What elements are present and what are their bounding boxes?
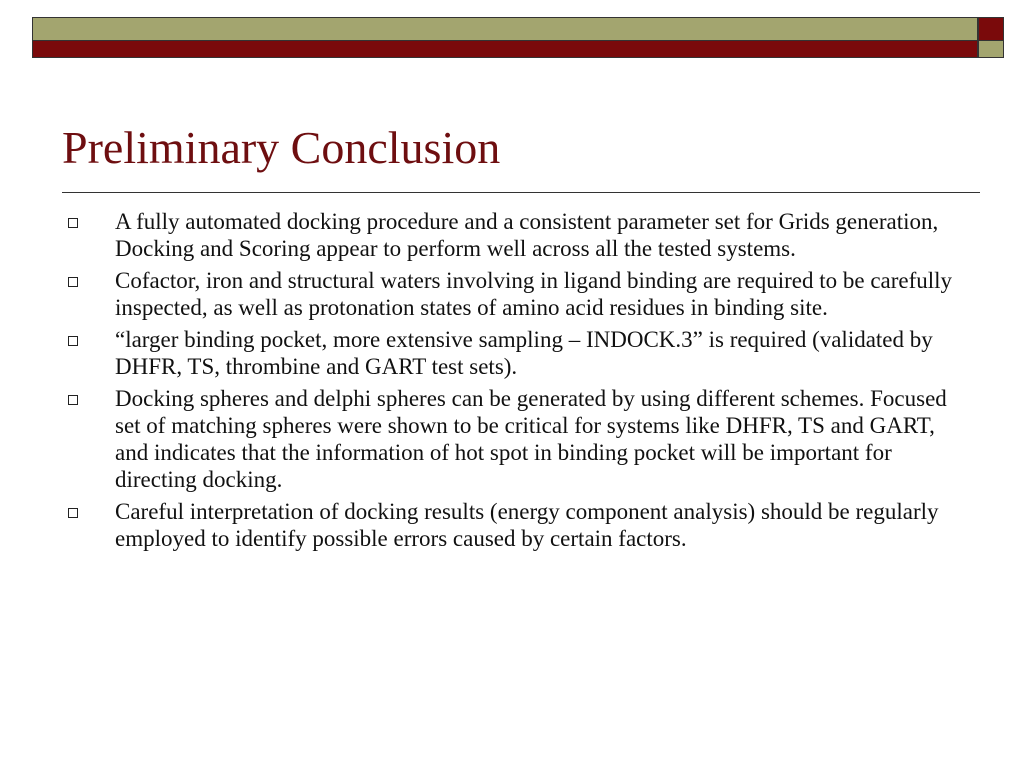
- square-bullet-icon: [68, 336, 78, 346]
- square-bullet-icon: [68, 277, 78, 287]
- bullet-item: [64, 326, 954, 380]
- bullet-text: Careful interpretation of docking results (energy component analysis) should be regularly employed to identify possible errors caused by certain factors.: [115, 499, 939, 551]
- bullet-item: [64, 385, 954, 493]
- header-square-maroon: [978, 17, 1004, 41]
- bullet-text: A fully automated docking procedure and a consistent parameter set for Grids generation, Docking and Scoring appear to perform well across all the tested systems.: [115, 209, 939, 261]
- header-square-olive: [978, 40, 1004, 58]
- square-bullet-icon: [68, 395, 78, 405]
- bullet-list: [64, 208, 954, 557]
- bullet-item: [64, 498, 954, 552]
- bullet-item: [64, 267, 954, 321]
- bullet-text: “larger binding pocket, more extensive sampling – INDOCK.3” is required (validated by DHFR, TS, thrombine and GART test sets).: [115, 327, 933, 379]
- square-bullet-icon: [68, 508, 78, 518]
- header-bar-maroon: [32, 40, 978, 58]
- bullet-item: [64, 208, 954, 262]
- slide-title: Preliminary Conclusion: [62, 122, 501, 173]
- square-bullet-icon: [68, 218, 78, 228]
- header-bar-olive: [32, 17, 978, 41]
- bullet-text: Cofactor, iron and structural waters involving in ligand binding are required to be carefully inspected, as well as protonation states of amino acid residues in binding site.: [115, 268, 953, 320]
- title-divider: [62, 192, 980, 193]
- bullet-text: Docking spheres and delphi spheres can be generated by using different schemes. Focused set of matching spheres were shown to be critical for systems like DHFR, TS and GART, and indicates that the information of hot spot in binding pocket will be important for directing docking.: [115, 386, 947, 492]
